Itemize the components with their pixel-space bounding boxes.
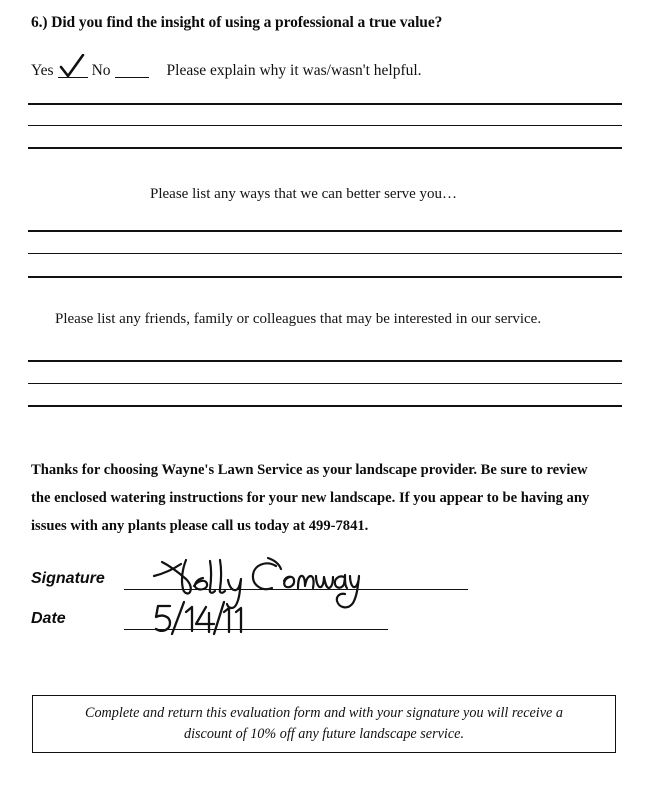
closing-paragraph [31, 456, 615, 540]
yes-label: Yes [31, 61, 54, 79]
writing-line[interactable] [28, 405, 622, 407]
coupon-line-1: Complete and return this evaluation form and with your signature you will receive a [85, 705, 563, 721]
question-heading: 6.) Did you find the insight of using a professional a true value? [31, 14, 443, 31]
writing-line[interactable] [28, 103, 622, 105]
signature-label: Signature [31, 570, 105, 587]
no-label: No [91, 61, 111, 79]
date-label: Date [31, 610, 66, 627]
signature-line[interactable] [124, 589, 468, 590]
writing-line[interactable] [28, 125, 622, 126]
writing-line[interactable] [28, 230, 622, 232]
writing-line[interactable] [28, 147, 622, 149]
writing-line[interactable] [28, 276, 622, 278]
closing-line-3: issues with any plants please call us today at 499-7841. [31, 518, 369, 534]
prompt-referrals: Please list any friends, family or colleagues that may be interested in our service. [55, 311, 542, 327]
coupon-box [32, 695, 616, 753]
prompt-better-serve: Please list any ways that we can better serve you… [150, 186, 457, 202]
explain-instruction: Please explain why it was/wasn't helpful. [166, 61, 422, 79]
check-mark-icon [59, 54, 85, 80]
writing-line[interactable] [28, 253, 622, 254]
closing-line-2: the enclosed watering instructions for your new landscape. If you appear to be having any [31, 490, 590, 506]
signature-handwriting [150, 548, 365, 610]
closing-line-1: Thanks for choosing Wayne's Lawn Service as your landscape provider. Be sure to review [31, 462, 588, 478]
yes-blank[interactable] [58, 63, 88, 78]
date-line[interactable] [124, 629, 388, 630]
no-blank[interactable] [115, 63, 149, 78]
answer-row [31, 52, 422, 78]
writing-line[interactable] [28, 360, 622, 362]
writing-line[interactable] [28, 383, 622, 384]
date-handwriting [148, 600, 258, 640]
coupon-line-2: discount of 10% off any future landscape service. [183, 726, 464, 742]
